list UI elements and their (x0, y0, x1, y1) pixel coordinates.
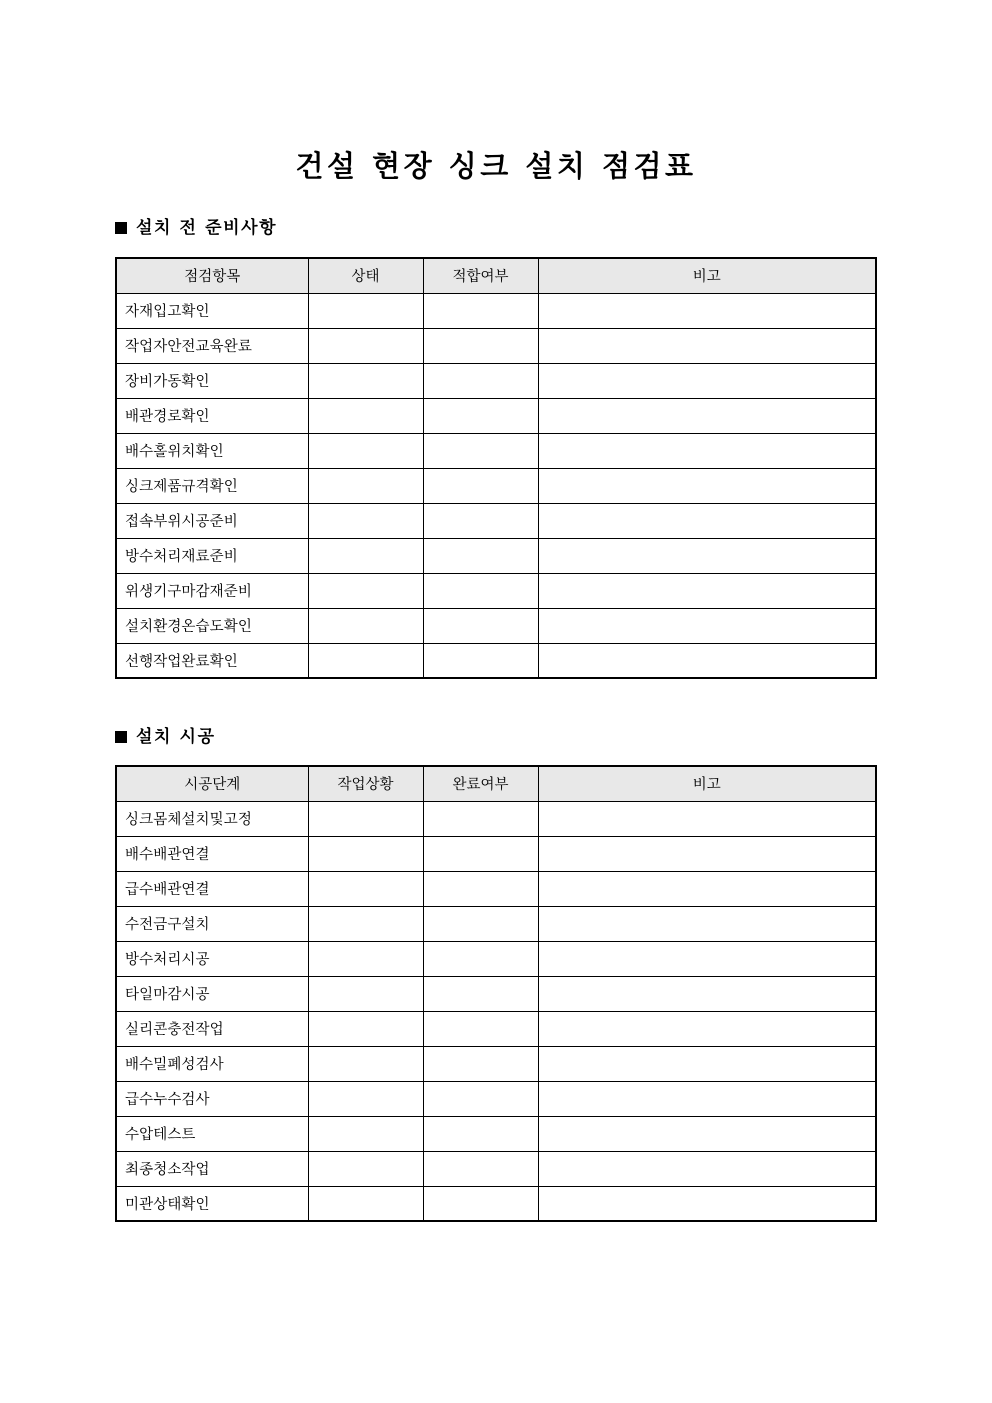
installation-checklist-table (115, 765, 877, 1222)
table-row (116, 1116, 876, 1151)
page-title: 건설 현장 싱크 설치 점검표 (295, 149, 697, 184)
section-heading-label: 설치 전 준비사항 (136, 218, 278, 238)
note-cell[interactable] (538, 1116, 876, 1151)
note-cell[interactable] (538, 1151, 876, 1186)
table-row (116, 643, 876, 678)
column-header-pass: 적합여부 (423, 258, 538, 293)
progress-cell[interactable] (308, 1011, 423, 1046)
completed-cell[interactable] (423, 1011, 538, 1046)
stage-cell: 수전금구설치 (116, 906, 308, 941)
square-bullet-icon (115, 731, 127, 743)
table-row (116, 328, 876, 363)
progress-cell[interactable] (308, 1081, 423, 1116)
pass-cell[interactable] (423, 538, 538, 573)
pass-cell[interactable] (423, 363, 538, 398)
pass-cell[interactable] (423, 503, 538, 538)
stage-cell: 급수배관연결 (116, 871, 308, 906)
stage-cell: 급수누수검사 (116, 1081, 308, 1116)
section-heading-installation (115, 729, 216, 746)
table-row (116, 1081, 876, 1116)
completed-cell[interactable] (423, 941, 538, 976)
column-header-stage: 시공단계 (116, 766, 308, 801)
note-cell[interactable] (538, 801, 876, 836)
column-header-status: 상태 (308, 258, 423, 293)
completed-cell[interactable] (423, 1151, 538, 1186)
pass-cell[interactable] (423, 468, 538, 503)
table-header-row (116, 766, 876, 801)
completed-cell[interactable] (423, 1081, 538, 1116)
completed-cell[interactable] (423, 836, 538, 871)
column-header-note: 비고 (538, 258, 876, 293)
status-cell[interactable] (308, 643, 423, 678)
stage-cell: 수압테스트 (116, 1116, 308, 1151)
item-cell: 배관경로확인 (116, 398, 308, 433)
table-row (116, 398, 876, 433)
section-heading-label: 설치 시공 (136, 727, 216, 747)
progress-cell[interactable] (308, 906, 423, 941)
note-cell[interactable] (538, 363, 876, 398)
pass-cell[interactable] (423, 573, 538, 608)
completed-cell[interactable] (423, 801, 538, 836)
table-row (116, 1151, 876, 1186)
status-cell[interactable] (308, 363, 423, 398)
status-cell[interactable] (308, 468, 423, 503)
progress-cell[interactable] (308, 871, 423, 906)
status-cell[interactable] (308, 573, 423, 608)
completed-cell[interactable] (423, 871, 538, 906)
stage-cell: 실리콘충전작업 (116, 1011, 308, 1046)
note-cell[interactable] (538, 503, 876, 538)
table-row (116, 433, 876, 468)
stage-cell: 방수처리시공 (116, 941, 308, 976)
table-row (116, 503, 876, 538)
note-cell[interactable] (538, 836, 876, 871)
column-header-progress: 작업상황 (308, 766, 423, 801)
note-cell[interactable] (538, 538, 876, 573)
note-cell[interactable] (538, 1081, 876, 1116)
progress-cell[interactable] (308, 1186, 423, 1221)
pass-cell[interactable] (423, 643, 538, 678)
status-cell[interactable] (308, 608, 423, 643)
table-row (116, 363, 876, 398)
progress-cell[interactable] (308, 1151, 423, 1186)
item-cell: 위생기구마감재준비 (116, 573, 308, 608)
note-cell[interactable] (538, 906, 876, 941)
table-row (116, 1011, 876, 1046)
column-header-completed: 완료여부 (423, 766, 538, 801)
item-cell: 방수처리재료준비 (116, 538, 308, 573)
table-row (116, 573, 876, 608)
table-row (116, 608, 876, 643)
table-row (116, 538, 876, 573)
table-row (116, 293, 876, 328)
note-cell[interactable] (538, 293, 876, 328)
stage-cell: 싱크몸체설치및고정 (116, 801, 308, 836)
note-cell[interactable] (538, 468, 876, 503)
completed-cell[interactable] (423, 1186, 538, 1221)
progress-cell[interactable] (308, 1116, 423, 1151)
completed-cell[interactable] (423, 1046, 538, 1081)
status-cell[interactable] (308, 293, 423, 328)
column-header-note: 비고 (538, 766, 876, 801)
preparation-checklist-table (115, 257, 877, 679)
item-cell: 작업자안전교육완료 (116, 328, 308, 363)
item-cell: 싱크제품규격확인 (116, 468, 308, 503)
item-cell: 자재입고확인 (116, 293, 308, 328)
table-row (116, 801, 876, 836)
note-cell[interactable] (538, 608, 876, 643)
note-cell[interactable] (538, 643, 876, 678)
item-cell: 설치환경온습도확인 (116, 608, 308, 643)
column-header-item: 점검항목 (116, 258, 308, 293)
stage-cell: 배수밀폐성검사 (116, 1046, 308, 1081)
note-cell[interactable] (538, 1011, 876, 1046)
note-cell[interactable] (538, 573, 876, 608)
note-cell[interactable] (538, 976, 876, 1011)
progress-cell[interactable] (308, 976, 423, 1011)
progress-cell[interactable] (308, 1046, 423, 1081)
stage-cell: 미관상태확인 (116, 1186, 308, 1221)
note-cell[interactable] (538, 328, 876, 363)
completed-cell[interactable] (423, 1116, 538, 1151)
stage-cell: 타일마감시공 (116, 976, 308, 1011)
note-cell[interactable] (538, 1046, 876, 1081)
status-cell[interactable] (308, 433, 423, 468)
pass-cell[interactable] (423, 293, 538, 328)
pass-cell[interactable] (423, 328, 538, 363)
table-header-row (116, 258, 876, 293)
item-cell: 선행작업완료확인 (116, 643, 308, 678)
note-cell[interactable] (538, 941, 876, 976)
status-cell[interactable] (308, 503, 423, 538)
item-cell: 장비가동확인 (116, 363, 308, 398)
progress-cell[interactable] (308, 801, 423, 836)
completed-cell[interactable] (423, 906, 538, 941)
status-cell[interactable] (308, 398, 423, 433)
status-cell[interactable] (308, 328, 423, 363)
note-cell[interactable] (538, 398, 876, 433)
note-cell[interactable] (538, 871, 876, 906)
table-row (116, 1046, 876, 1081)
table-row (116, 871, 876, 906)
table-row (116, 906, 876, 941)
status-cell[interactable] (308, 538, 423, 573)
section-heading-preparation (115, 220, 277, 237)
progress-cell[interactable] (308, 941, 423, 976)
item-cell: 배수홀위치확인 (116, 433, 308, 468)
pass-cell[interactable] (423, 398, 538, 433)
stage-cell: 최종청소작업 (116, 1151, 308, 1186)
table-row (116, 941, 876, 976)
stage-cell: 배수배관연결 (116, 836, 308, 871)
table-row (116, 836, 876, 871)
square-bullet-icon (115, 222, 127, 234)
note-cell[interactable] (538, 1186, 876, 1221)
item-cell: 접속부위시공준비 (116, 503, 308, 538)
table-row (116, 468, 876, 503)
pass-cell[interactable] (423, 433, 538, 468)
pass-cell[interactable] (423, 608, 538, 643)
table-row (116, 976, 876, 1011)
table-row (116, 1186, 876, 1221)
note-cell[interactable] (538, 433, 876, 468)
completed-cell[interactable] (423, 976, 538, 1011)
progress-cell[interactable] (308, 836, 423, 871)
